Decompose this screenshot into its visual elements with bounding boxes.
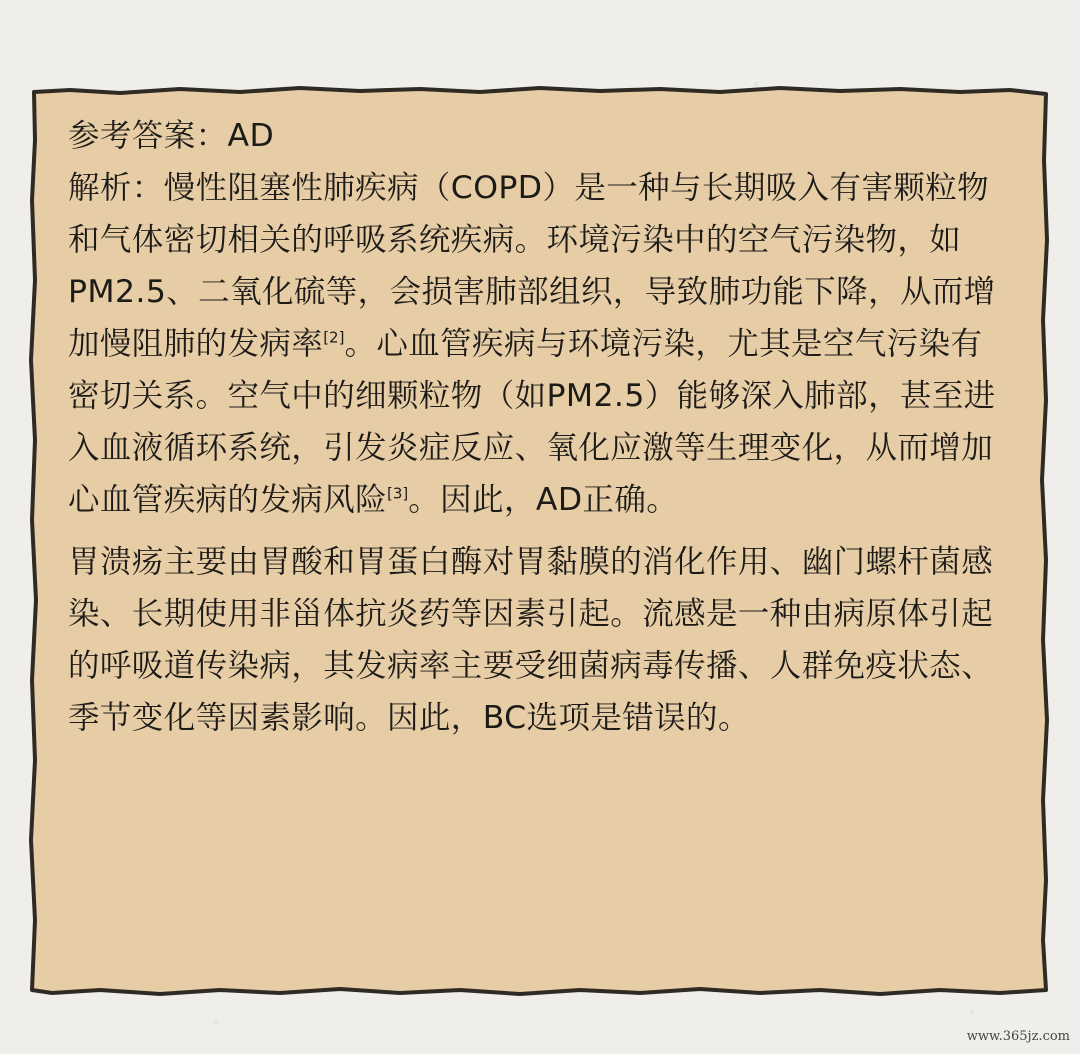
answer-value: AD bbox=[227, 118, 275, 154]
watermark-text: www.365jz.com bbox=[966, 1029, 1070, 1044]
analysis-text-3: 。因此，AD正确。 bbox=[408, 482, 679, 518]
citation-ref-3: [3] bbox=[387, 484, 409, 503]
analysis-text-2: 。心血管疾病与环境污染，尤其是空气污染有密切关系。空气中的细颗粒物（如PM2.5）能够深入肺部，甚至进入血液循环系统，引发炎症反应、氧化应激等生理变化，从而增加心血管疾病的发病风险 bbox=[68, 326, 996, 518]
second-paragraph: 胃溃疡主要由胃酸和胃蛋白酶对胃黏膜的消化作用、幽门螺杆菌感染、长期使用非甾体抗炎药等因素引起。流感是一种由病原体引起的呼吸道传染病，其发病率主要受细菌病毒传播、人群免疫状态、季节变化等因素影响。因此，BC选项是错误的。 bbox=[68, 544, 994, 736]
analysis-paragraph bbox=[68, 162, 1003, 526]
answer-label: 参考答案： bbox=[68, 118, 228, 154]
answer-line bbox=[68, 110, 1003, 162]
answer-content bbox=[68, 110, 1003, 744]
citation-ref-2: [2] bbox=[323, 328, 345, 347]
analysis-text-1: 慢性阻塞性肺疾病（COPD）是一种与长期吸入有害颗粒物和气体密切相关的呼吸系统疾病。环境污染中的空气污染物，如PM2.5、二氧化硫等，会损害肺部组织，导致肺功能下降，从而增加慢阻肺的发病率 bbox=[68, 170, 996, 362]
analysis-label: 解析： bbox=[68, 170, 164, 206]
